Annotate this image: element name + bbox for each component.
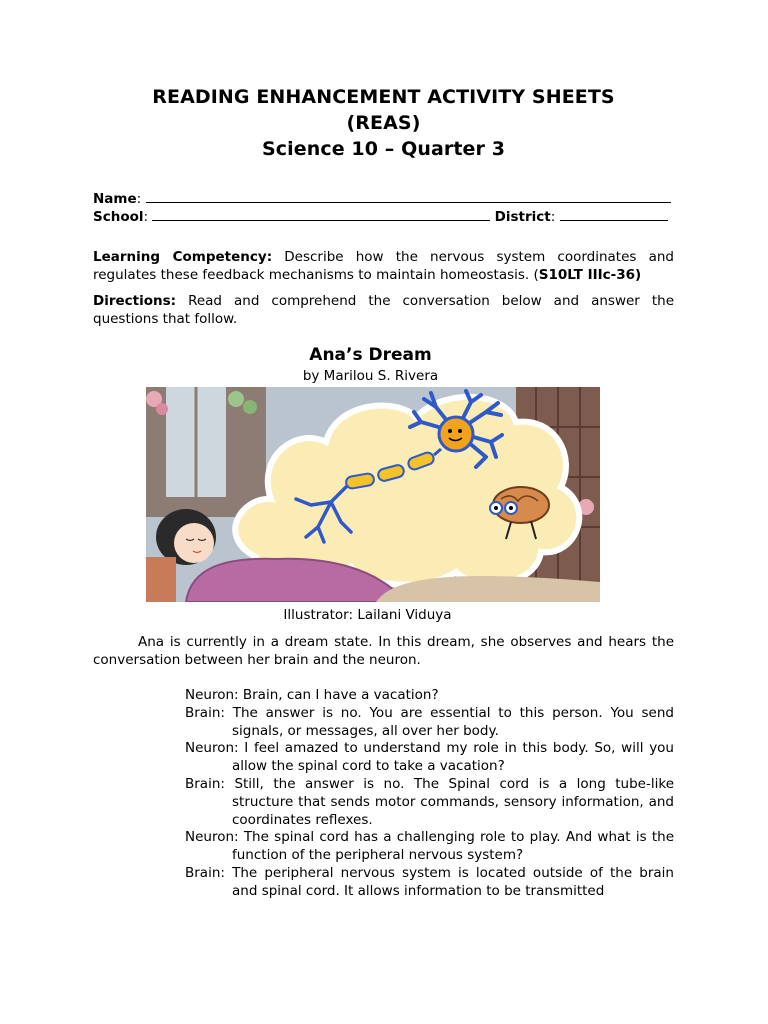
- sheet-subtitle: (REAS): [346, 112, 421, 134]
- dialogue-line: Neuron: The spinal cord has a challenging role to play. And what is the function of the peripheral nervous system?: [185, 829, 674, 864]
- dialogue-line: Neuron: Brain, can I have a vacation?: [185, 687, 439, 703]
- story-title: Ana’s Dream: [309, 345, 432, 365]
- district-label: District: [494, 209, 551, 225]
- dialogue: [185, 687, 674, 901]
- school-field[interactable]: [152, 208, 490, 221]
- competency-code: S10LT IIIc-36): [538, 267, 642, 283]
- school-row: School: District:: [93, 208, 674, 225]
- illustration-caption: Illustrator: Lailani Viduya: [283, 607, 452, 623]
- dialogue-line: Brain: The answer is no. You are essential to this person. You send signals, or messages, all over her body.: [185, 704, 674, 739]
- dialogue-line: Brain: The peripheral nervous system is located outside of the brain and spinal cord. It allows information to be transmitted: [185, 864, 674, 899]
- school-label: School: [93, 209, 144, 225]
- sheet-title: READING ENHANCEMENT ACTIVITY SHEETS: [152, 86, 615, 108]
- dialogue-line: Neuron: I feel amazed to understand my role in this body. So, will you allow the spinal cord to take a vacation?: [185, 740, 674, 775]
- story-intro: Ana is currently in a dream state. In this dream, she observes and hears the conversation between her brain and the neuron.: [93, 634, 674, 668]
- name-field[interactable]: [146, 190, 671, 203]
- learning-competency: Learning Competency: Describe how the nervous system coordinates and regulates these feedback mechanisms to maintain homeostasis. (S10LT IIIc-36): [93, 249, 674, 283]
- dream-illustration: [146, 387, 600, 602]
- district-field[interactable]: [560, 208, 668, 221]
- name-row: Name:: [93, 190, 674, 207]
- directions: Directions: Read and comprehend the conversation below and answer the questions that follow.: [93, 293, 675, 327]
- name-label: Name: [93, 191, 137, 207]
- story-byline: by Marilou S. Rivera: [302, 368, 439, 384]
- subject-quarter: Science 10 – Quarter 3: [261, 138, 506, 160]
- dialogue-line: Brain: Still, the answer is no. The Spinal cord is a long tube-like structure that sends motor commands, sensory information, and coordinates reflexes.: [185, 775, 674, 828]
